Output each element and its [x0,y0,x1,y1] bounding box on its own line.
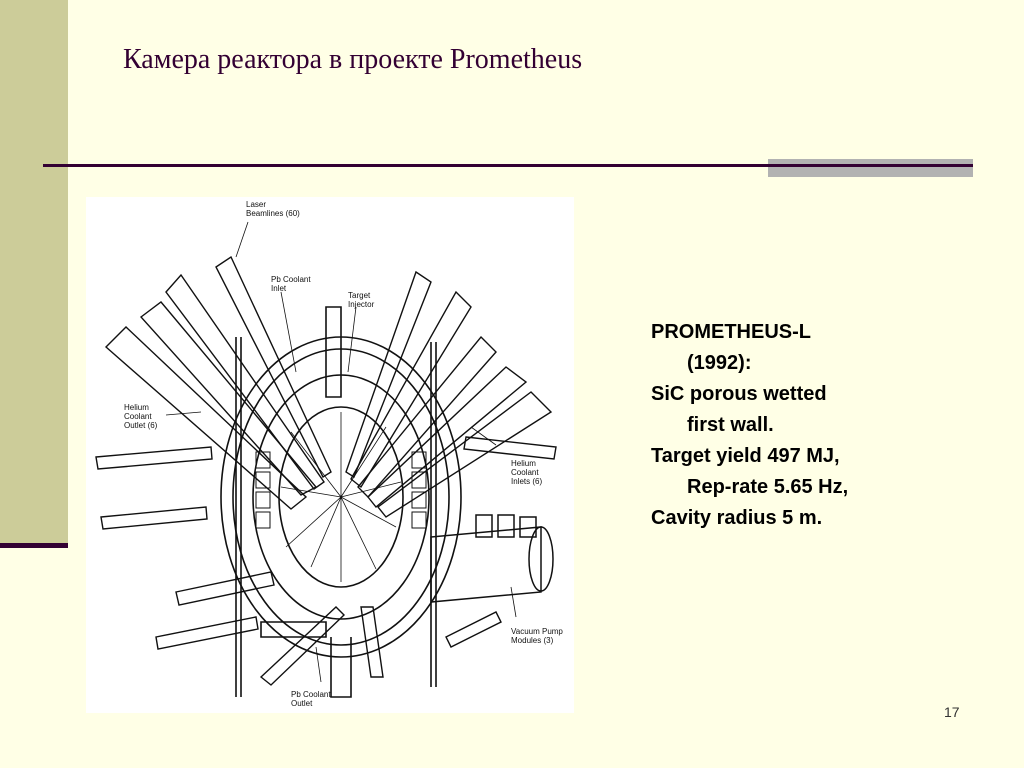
page-number: 17 [944,704,960,720]
reactor-chamber-diagram [86,197,574,713]
label-helium-coolant-inlets: Helium Coolant Inlets (6) [511,459,543,486]
title-divider-accent [768,159,973,177]
text-line-wall-cont: first wall. [687,414,774,436]
text-line-name: PROMETHEUS-L [651,321,811,343]
bottom-outlet-pipe [331,637,351,697]
reactor-drawing [86,197,574,713]
label-vacuum-pump-modules: Vacuum Pump Modules (3) [511,627,563,645]
text-line-year: (1992): [687,352,752,374]
label-helium-coolant-outlet: Helium Coolant Outlet (6) [124,403,158,430]
lower-struts [156,572,501,685]
title-divider [43,164,771,167]
text-line-yield: Target yield 497 MJ, [651,445,840,467]
target-injector [326,307,341,397]
text-line-reprate: Rep-rate 5.65 Hz, [687,476,849,498]
label-laser-beamlines: Laser Beamlines (60) [246,200,300,218]
label-pb-coolant-outlet: Pb Coolant Outlet [291,690,331,708]
text-line-wall: SiC porous wetted [651,383,827,405]
left-accent-band [0,0,68,545]
slide-title: Камера реактора в проекте Prometheus [123,44,583,75]
text-line-radius: Cavity radius 5 m. [651,507,823,529]
label-pb-coolant-inlet: Pb Coolant Inlet [271,275,311,293]
label-target-injector: Target Injector [348,291,375,309]
vacuum-pump-module [431,515,553,602]
description-text [651,317,951,534]
left-band-rule [0,543,68,548]
cavity-beam-lines [281,412,401,582]
